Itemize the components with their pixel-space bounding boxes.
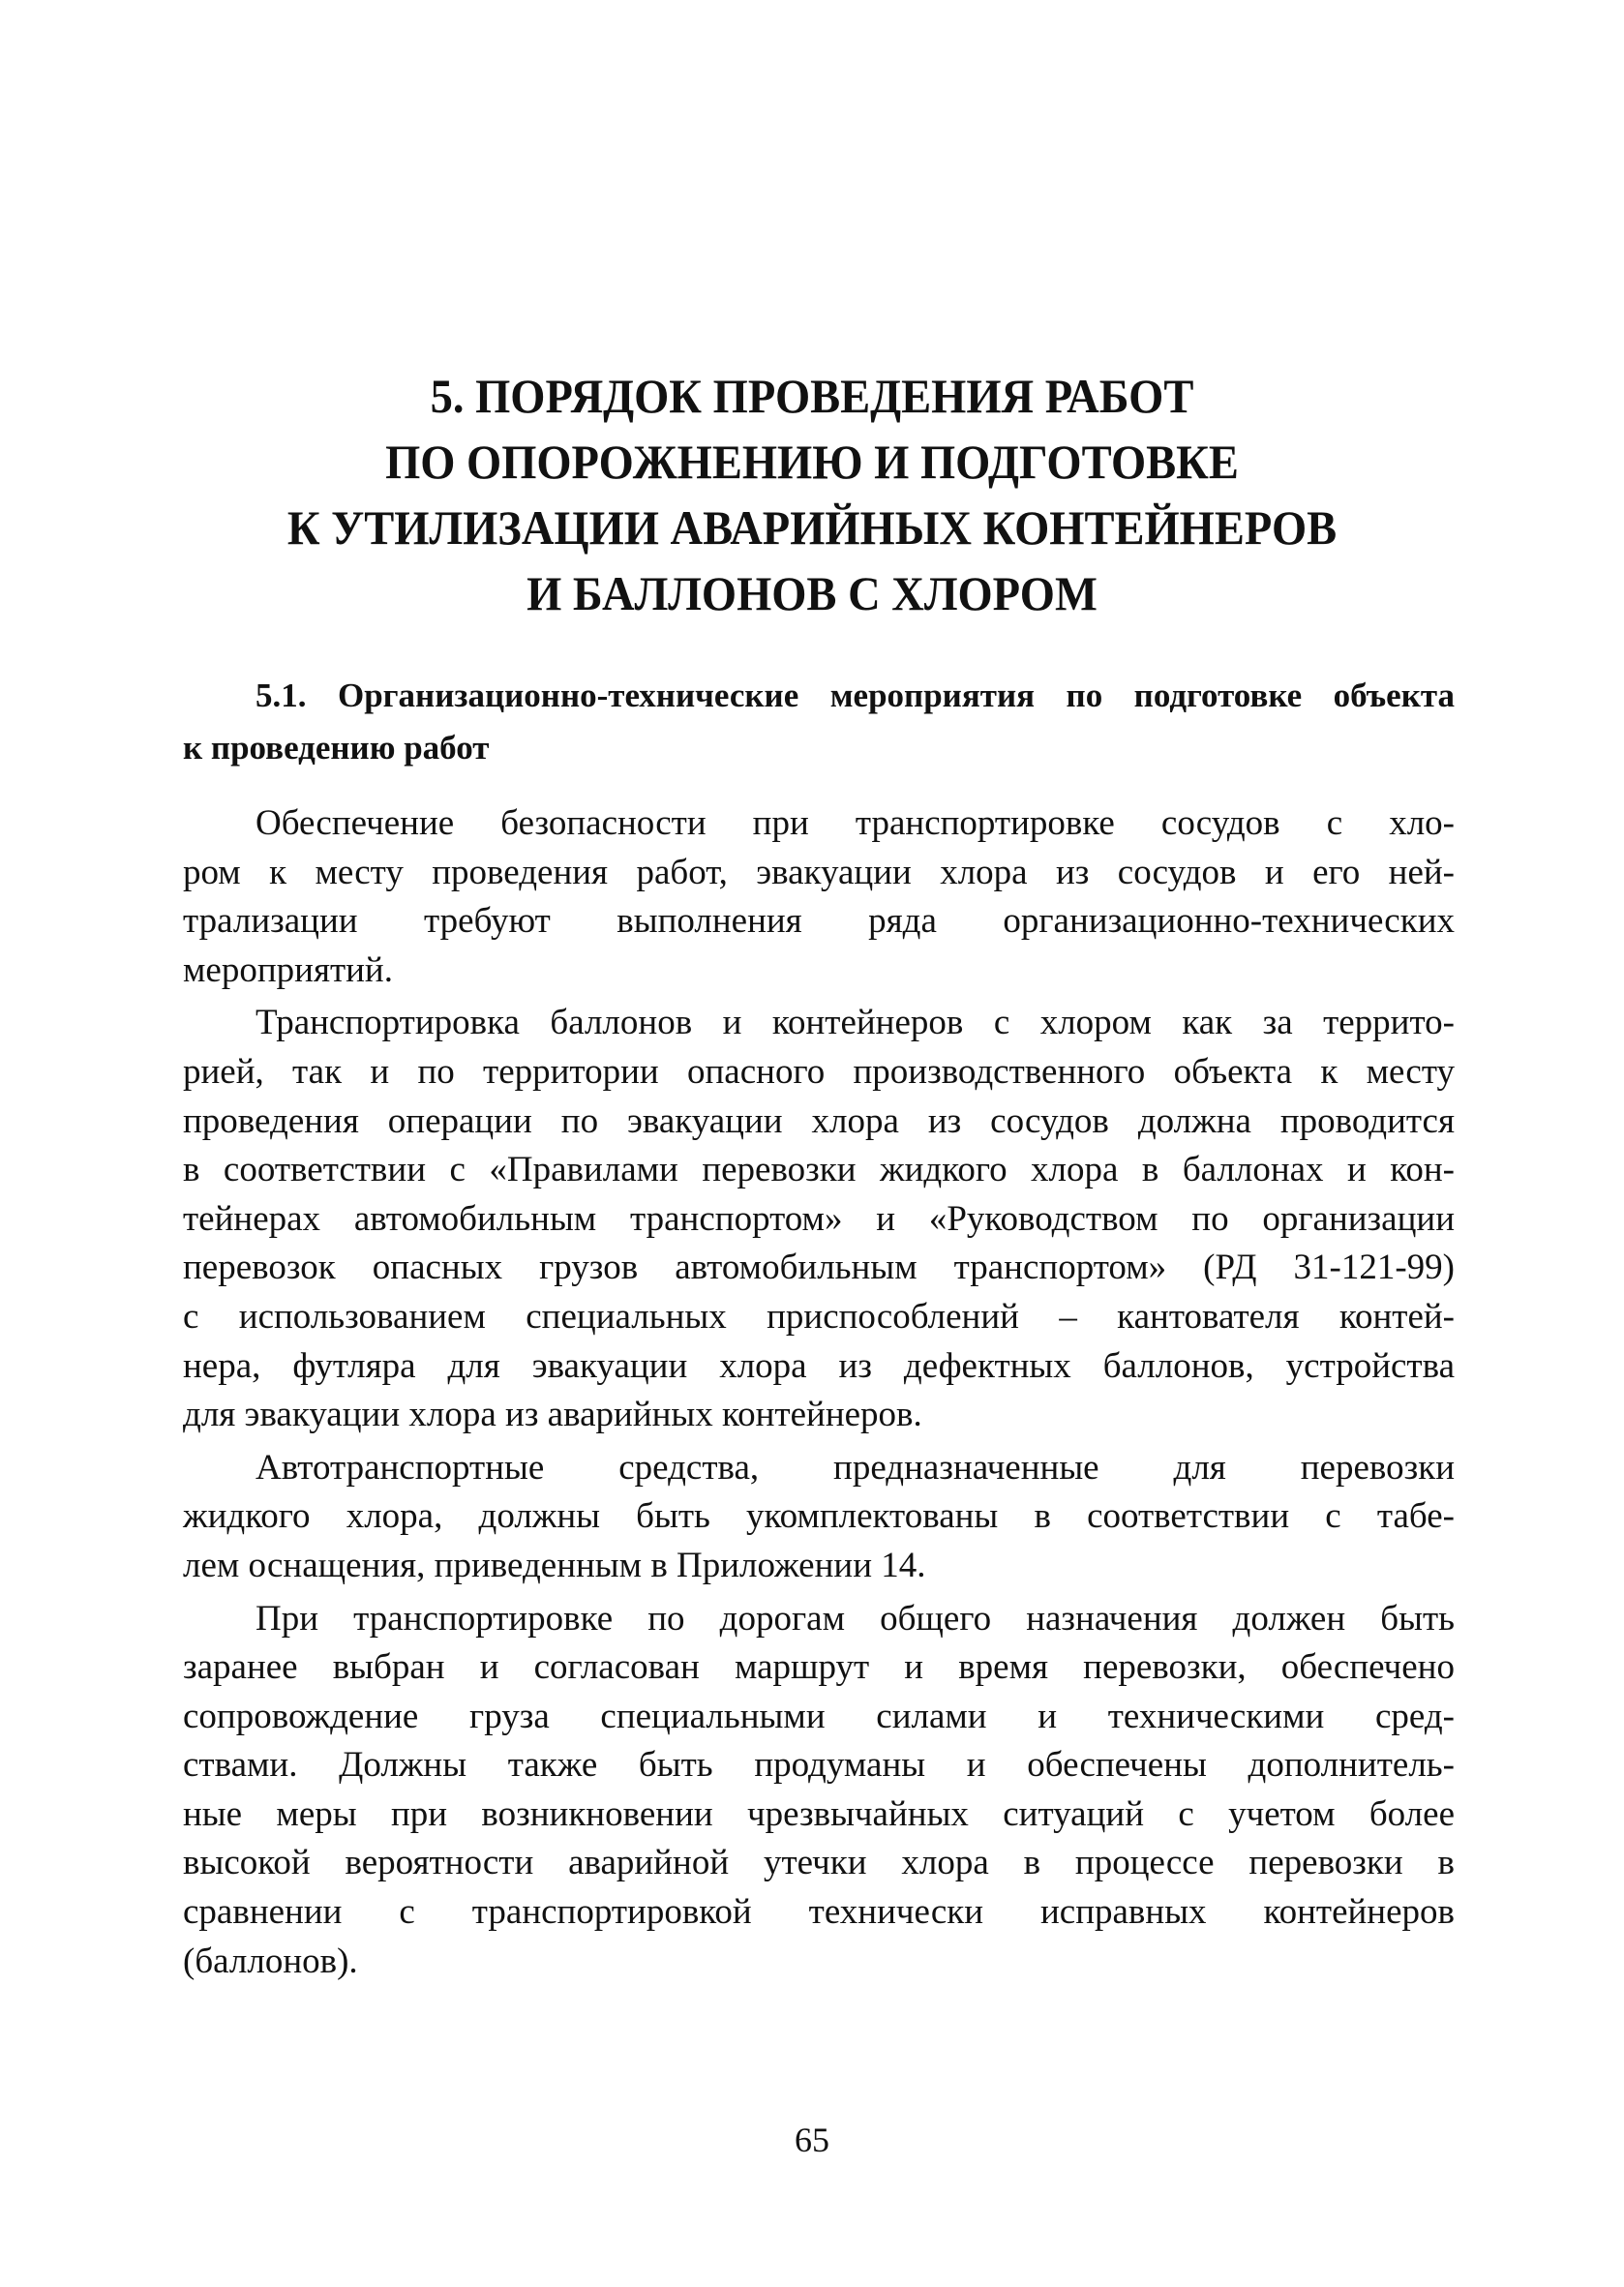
paragraph-line: ные меры при возникновении чрезвычайных ситуаций с учетом более: [183, 1793, 1455, 1834]
paragraph-line: нера, футляра для эвакуации хлора из дефектных баллонов, устройства: [183, 1345, 1455, 1386]
chapter-title-line: К УТИЛИЗАЦИИ АВАРИЙНЫХ КОНТЕЙНЕРОВ: [286, 500, 1338, 555]
paragraph-line: рией, так и по территории опасного производственного объекта к месту: [183, 1051, 1455, 1092]
paragraph-line: с использованием специальных приспособлений – кантователя контей-: [183, 1296, 1455, 1337]
chapter-title-line: 5. ПОРЯДОК ПРОВЕДЕНИЯ РАБОТ: [430, 369, 1194, 423]
paragraph-line: жидкого хлора, должны быть укомплектованы в соответствии с табе-: [183, 1496, 1455, 1537]
paragraph-line: перевозок опасных грузов автомобильным транспортом» (РД 31-121-99): [183, 1248, 1455, 1288]
chapter-title: [57, 363, 1568, 626]
paragraph-line: лем оснащения, приведенным в Приложении 14.: [183, 1545, 926, 1585]
section-heading-line: к проведению работ: [183, 729, 490, 767]
paragraph-line: ром к месту проведения работ, эвакуации хлора из сосудов и его ней-: [183, 852, 1455, 892]
paragraph-line: Транспортировка баллонов и контейнеров с хлором как за террито-: [256, 1003, 1455, 1043]
paragraph-line: мероприятий.: [183, 949, 393, 990]
paragraph: [183, 1595, 1455, 1987]
paragraph-line: При транспортировке по дорогам общего назначения должен быть: [256, 1598, 1455, 1639]
paragraph: [183, 799, 1455, 995]
paragraph: [183, 1444, 1455, 1591]
paragraph-line: трализации требуют выполнения ряда организационно-технических: [183, 901, 1455, 942]
chapter-title-line: И БАЛЛОНОВ С ХЛОРОМ: [526, 566, 1098, 620]
section-heading-line: 5.1. Организационно-технические мероприятия по подготовке объекта: [256, 677, 1455, 714]
paragraph-line: проведения операции по эвакуации хлора из сосудов должна проводится: [183, 1100, 1455, 1141]
paragraph-line: тейнерах автомобильным транспортом» и «Руководством по организации: [183, 1198, 1455, 1239]
paragraph-line: сопровождение груза специальными силами и техническими сред-: [183, 1696, 1455, 1736]
page-number: 65: [795, 2121, 829, 2159]
paragraph-line: для эвакуации хлора из аварийных контейнеров.: [183, 1395, 922, 1435]
body-text: [183, 799, 1455, 1990]
paragraph-line: Автотранспортные средства, предназначенные для перевозки: [256, 1447, 1455, 1488]
paragraph: [183, 999, 1455, 1439]
paragraph-line: Обеспечение безопасности при транспортировке сосудов с хло-: [256, 803, 1455, 843]
chapter-title-line: ПО ОПОРОЖНЕНИЮ И ПОДГОТОВКЕ: [385, 435, 1239, 489]
section-heading: [183, 670, 1455, 774]
paragraph-line: в соответствии с «Правилами перевозки жидкого хлора в баллонах и кон-: [183, 1150, 1455, 1190]
paragraph-line: ствами. Должны также быть продуманы и обеспечены дополнитель-: [183, 1745, 1455, 1786]
paragraph-line: высокой вероятности аварийной утечки хлора в процессе перевозки в: [183, 1843, 1455, 1883]
paragraph-line: заранее выбран и согласован маршрут и время перевозки, обеспечено: [183, 1647, 1455, 1688]
paragraph-line: сравнении с транспортировкой технически исправных контейнеров: [183, 1892, 1455, 1933]
paragraph-line: (баллонов).: [183, 1941, 358, 1981]
